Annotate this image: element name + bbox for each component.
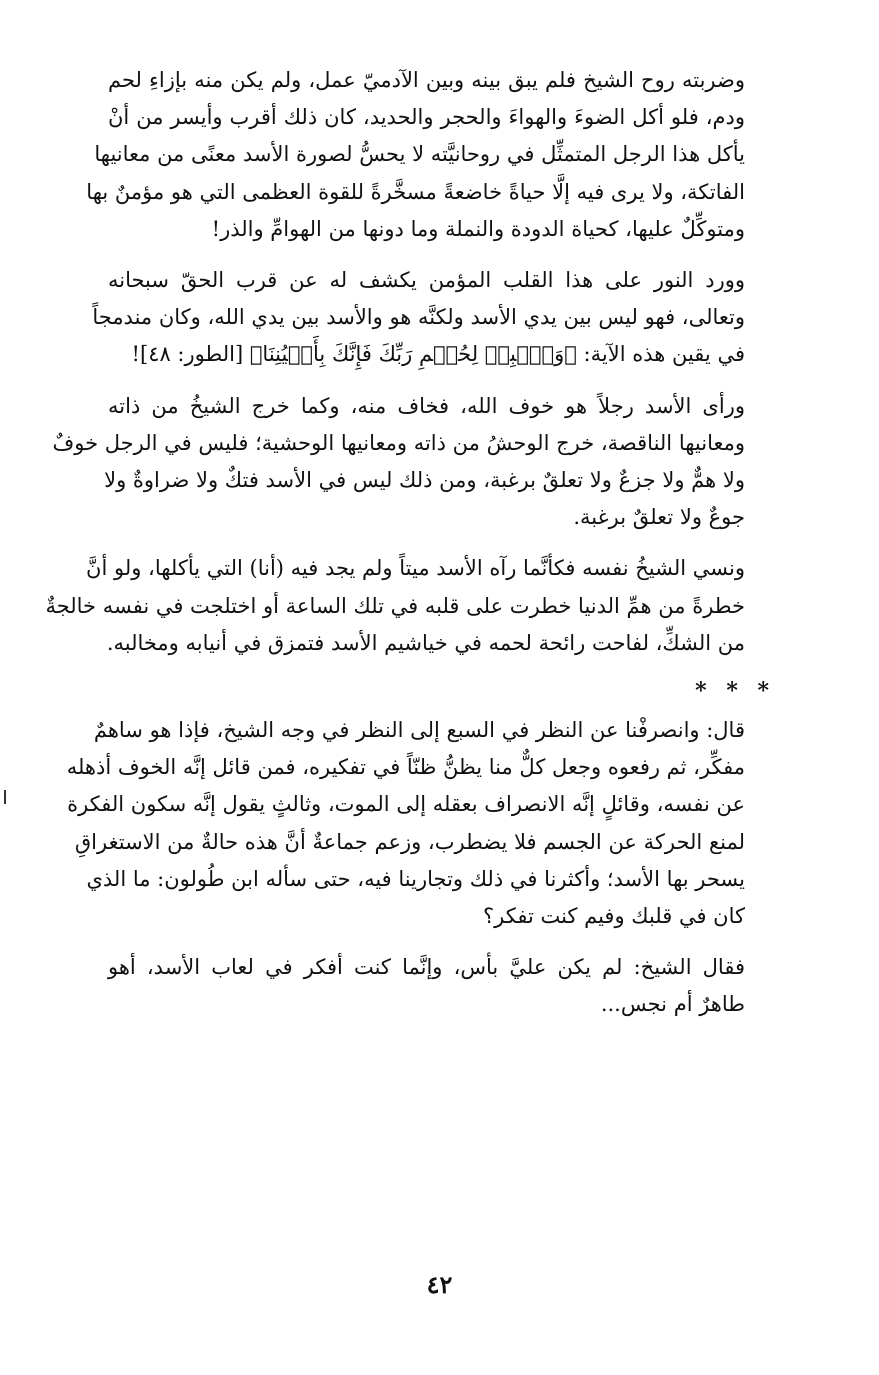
body-text <box>45 62 775 1038</box>
text-line: ودم، فلو أكل الضوءَ والهواءَ والحجر والحديد، كان ذلك أقرب وأيسر من أنْ <box>108 105 745 130</box>
text-line: ونسي الشيخُ نفسه فكأنَّما رآه الأسد ميتاً ولم يجد فيه (أنا) التي يأكلها، ولو أنَّ <box>86 556 745 581</box>
paragraph-1 <box>86 62 775 248</box>
paragraph-4 <box>45 550 775 662</box>
text-line: كان في قلبك وفيم كنت تفكر؟ <box>482 904 745 929</box>
paragraph-3 <box>52 388 775 537</box>
text-line: لمنع الحركة عن الجسم فلا يضطرب، وزعم جماعةٌ أنَّ هذه حالةٌ من الاستغراقِ <box>74 829 745 854</box>
text-line: عن نفسه، وقائلٍ إنَّه الانصراف بعقله إلى الموت، وثالثٍ يقول إنَّه سكون الفكرة <box>67 792 745 817</box>
text-line: ورأى الأسد رجلاً هو خوف الله، فخاف منه، وكما خرج الشيخُ من ذاته <box>108 393 745 418</box>
margin-mark <box>4 790 6 804</box>
text-line: في يقين هذه الآية: ﴿وَٱصۡبِرۡ لِحُكۡمِ رَبِّكَ فَإِنَّكَ بِأَعۡيُنِنَا﴾ [الطور: ٤٨]! <box>131 342 745 367</box>
text-line: قال: وانصرفْنا عن النظر في السبع إلى النظر في وجه الشيخ، فإذا هو ساهمٌ <box>93 718 745 743</box>
text-line: خطرةً من همِّ الدنيا خطرت على قلبه في تلك الساعة أو اختلجت في نفسه خالجةٌ <box>45 593 745 618</box>
section-separator: * * * <box>695 678 775 705</box>
text-line: جوعٌ ولا تعلقٌ برغبة. <box>573 505 745 530</box>
text-line: وورد النور على هذا القلب المؤمن يكشف له عن قرب الحقّ سبحانه <box>108 268 745 293</box>
text-line: يسحر بها الأسد؛ وأكثرنا في ذلك وتجارينا فيه، حتى سأله ابن طُولون: ما الذي <box>86 866 745 891</box>
text-line: طاهرٌ أم نجس... <box>600 992 745 1017</box>
text-line: وضربته روح الشيخ فلم يبق بينه وبين الآدميّ عمل، ولم يكن منه بإزاءِ لحم <box>108 68 745 92</box>
text-line: يأكل هذا الرجل المتمثِّل في روحانيَّته لا يحسُّ لصورة الأسد معنًى من معانيها <box>94 142 745 167</box>
page-number: ٤٢ <box>426 1270 453 1299</box>
text-line: ومعانيها الناقصة، خرج الوحشُ من ذاته ومعانيها الوحشية؛ فليس في الرجل خوفٌ <box>52 430 745 455</box>
paragraph-2 <box>92 262 775 374</box>
text-line: من الشكِّ، لفاحت رائحة لحمه في خياشيم الأسد فتمزق في أنيابه ومخالبه. <box>106 630 745 655</box>
paragraph-5 <box>66 712 775 935</box>
paragraph-6 <box>108 949 775 1023</box>
text-line: ولا همٌّ ولا جزعٌ ولا تعلقٌ برغبة، ومن ذلك ليس في الأسد فتكٌ ولا ضراوةٌ ولا <box>104 468 745 493</box>
text-line: الفاتكة، ولا يرى فيه إلَّا حياةً خاضعةً مسخَّرةً للقوة العظمى التي هو مؤمنٌ بها <box>86 179 745 204</box>
text-line: وتعالى، فهو ليس بين يدي الأسد ولكنَّه هو والأسد بين يدي الله، وكان مندمجاً <box>92 305 745 330</box>
text-line: فقال الشيخ: لم يكن عليَّ بأس، وإنَّما كنت أفكر في لعاب الأسد، أهو <box>108 955 745 980</box>
text-line: مفكِّر، ثم رفعوه وجعل كلٌّ منا يظنُّ ظنّاً في تفكيره، فمن قائل إنَّه الخوف أذهله <box>66 755 745 780</box>
text-line: ومتوكِّلٌ عليها، كحياة الدودة والنملة وما دونها من الهوامِّ والذر! <box>211 216 745 241</box>
